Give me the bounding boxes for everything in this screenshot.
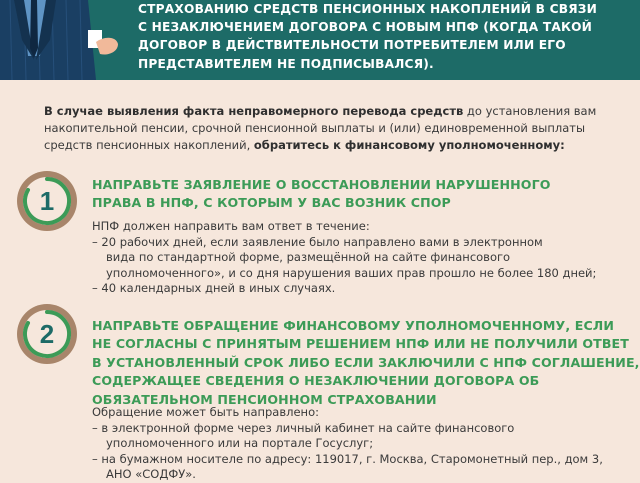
intro-paragraph [44,103,624,154]
banner-line: ПРЕДСТАВИТЕЛЕМ НЕ ПОДПИСЫВАЛСЯ). [138,56,434,71]
banner-line: С НЕЗАКЛЮЧЕНИЕМ ДОГОВОРА С НОВЫМ НПФ (КОГДА ТАКОЙ [138,20,593,35]
step-body-line: – 40 календарных дней в иных случаях. [92,281,336,295]
step-title-line: СОДЕРЖАЩЕЕ СВЕДЕНИЯ О НЕЗАКЛЮЧЕНИИ ДОГОВОРА ОБ [92,373,540,389]
step-1-number: 1 [39,186,55,216]
step-body-line: вида по стандартной форме, размещённой на сайте финансового [106,250,511,264]
banner-heading [138,0,638,73]
intro-text: накопительной пенсии, срочной пенсионной выплаты и (или) единовременной выплаты [44,121,586,135]
intro-bold-start: В случае выявления факта неправомерного перевода средств [44,104,464,118]
header-banner [0,0,640,80]
step-1-body [92,219,632,297]
banner-line: ДОГОВОР В ДЕЙСТВИТЕЛЬНОСТИ ПОТРЕБИТЕЛЕМ ИЛИ ЕГО [138,38,566,53]
step-1-number-badge [16,170,78,232]
step-body-line: уполномоченного или на портале Госуслуг; [106,436,374,450]
intro-bold-end: обратитесь к финансовому уполномоченному: [253,138,565,152]
step-title-line: ОБЯЗАТЕЛЬНОМ ПЕНСИОННОМ СТРАХОВАНИИ [92,391,437,407]
step-title-line: В УСТАНОВЛЕННЫЙ СРОК ЛИБО ЕСЛИ ЗАКЛЮЧИЛИ С НПФ СОГЛАШЕНИЕ, [92,354,640,370]
step-body-line: – на бумажном носителе по адресу: 119017, г. Москва, Старомонетный пер., дом 3, [92,451,603,466]
step-body-line: АНО «СОДФУ». [106,467,196,481]
step-body-line: – в электронной форме через личный кабинет на сайте финансового [92,420,515,435]
step-2-body [92,405,632,483]
step-body-line: НПФ должен направить вам ответ в течение: [92,219,370,233]
step-2-number-badge [16,303,78,365]
step-title-line: НАПРАВЬТЕ ЗАЯВЛЕНИЕ О ВОССТАНОВЛЕНИИ НАРУШЕННОГО [92,177,551,192]
step-body-line: Обращение может быть направлено: [92,405,319,419]
step-body-line: уполномоченного», и со дня нарушения ваших прав прошло не более 180 дней; [106,265,597,280]
step-1-title [92,176,632,213]
step-title-line: НАПРАВЬТЕ ОБРАЩЕНИЕ ФИНАНСОВОМУ УПОЛНОМОЧЕННОМУ, ЕСЛИ [92,318,614,333]
step-2-title [92,317,640,409]
step-2-number: 2 [39,319,55,349]
step-title-line: ПРАВА В НПФ, С КОТОРЫМ У ВАС ВОЗНИК СПОР [92,195,451,211]
person-in-suit-illustration [0,0,128,80]
step-title-line: НЕ СОГЛАСНЫ С ПРИНЯТЫМ РЕШЕНИЕМ НПФ ИЛИ НЕ ПОЛУЧИЛИ ОТВЕТ [92,336,629,352]
section-divider [0,80,640,94]
intro-text: до установления вам [463,104,597,118]
intro-text: средств пенсионных накоплений, [44,138,254,152]
step-body-line: – 20 рабочих дней, если заявление было направлено вами в электронном [92,234,543,249]
banner-line: СТРАХОВАНИЮ СРЕДСТВ ПЕНСИОННЫХ НАКОПЛЕНИЙ В СВЯЗИ [138,2,598,16]
